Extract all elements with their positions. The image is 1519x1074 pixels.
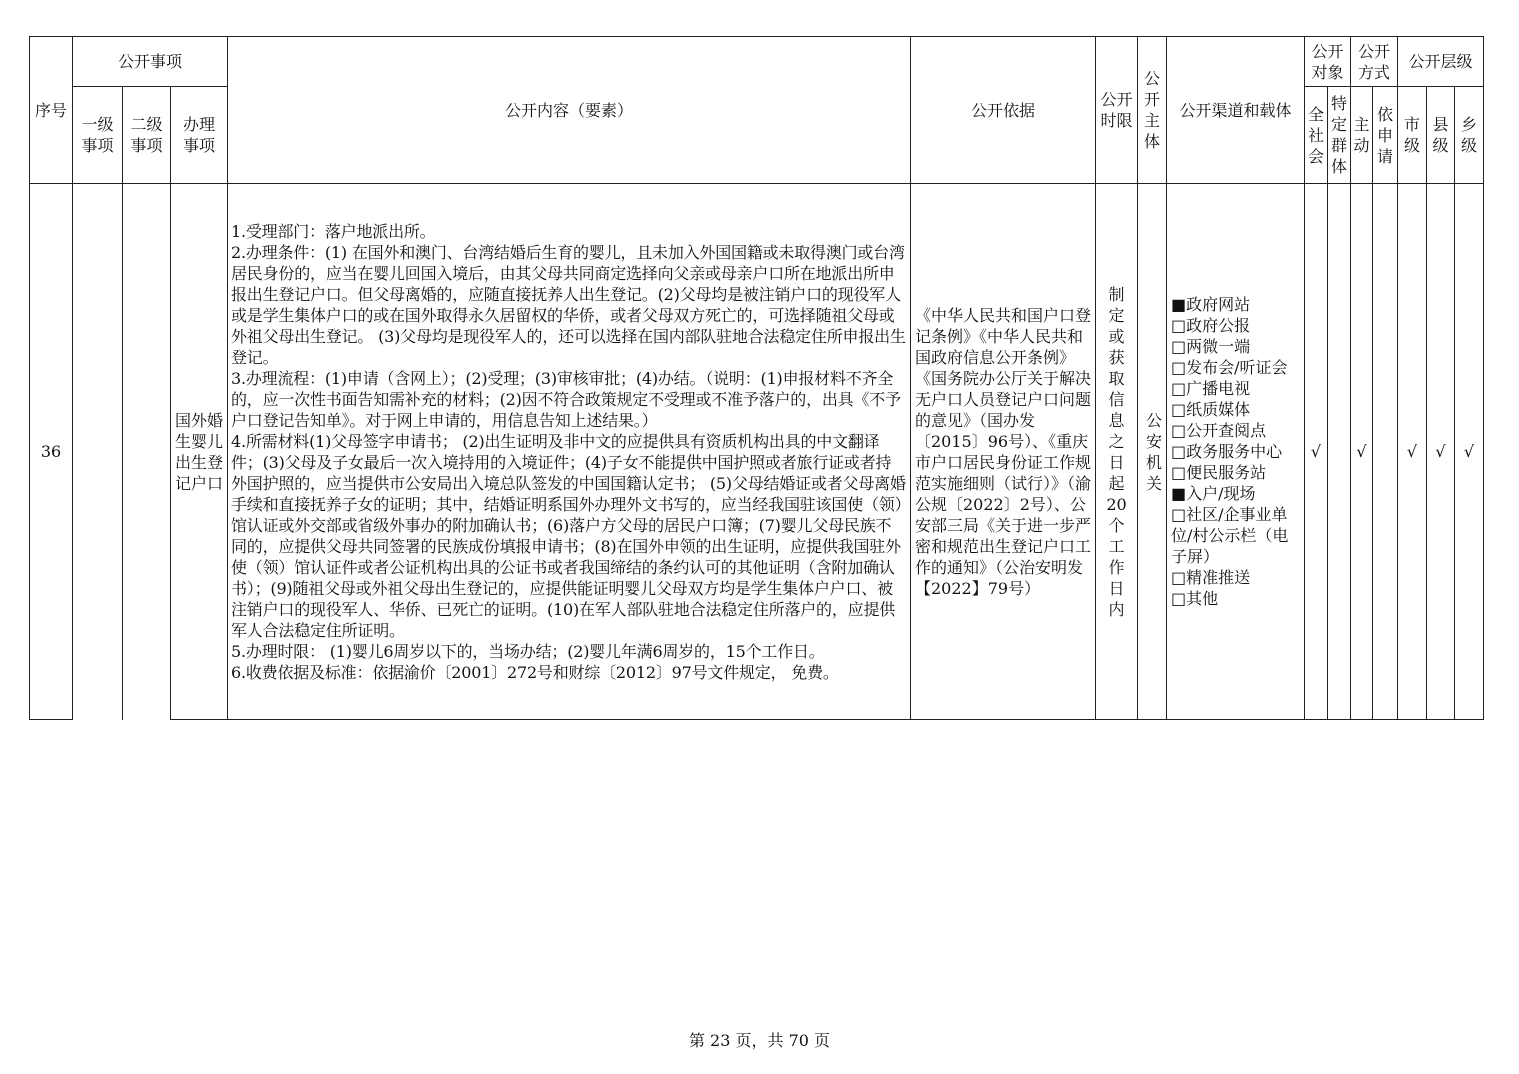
row-level-town: √ bbox=[1455, 184, 1484, 720]
row-level2 bbox=[123, 184, 171, 720]
header-level2: 二级 事项 bbox=[123, 87, 171, 184]
header-target-all: 全 社 会 bbox=[1305, 87, 1328, 184]
channel-item: □便民服务站 bbox=[1171, 463, 1267, 482]
header-content: 公开内容（要素） bbox=[228, 37, 911, 184]
row-handle: 国外婚生婴儿出生登记户口 bbox=[171, 184, 228, 720]
channel-item: □社区/企事业单位/村公示栏（电子屏） bbox=[1171, 505, 1289, 566]
channel-item: □精准推送 bbox=[1171, 568, 1251, 587]
header-subject: 公 开 主 体 bbox=[1138, 37, 1167, 184]
content-item: 1.受理部门：落户地派出所。 bbox=[231, 221, 436, 241]
channel-item: □发布会/听证会 bbox=[1171, 358, 1288, 377]
channel-item: □广播电视 bbox=[1171, 379, 1251, 398]
row-basis: 《中华人民共和国户口登记条例》《中华人民共和国政府信息公开条例》《国务院办公厅关于解决无户口人员登记户口问题的意见》（国办发〔2015〕96号）、《重庆市户口居民身份证工作规范实施细则（试行）》（渝公规〔2022〕2号）、公安部三局《关于进一步严密和规范出生登记户口工作的通知》（公治安明发【2022】79号） bbox=[911, 184, 1096, 720]
content-item: 2.办理条件：(1) 在国外和澳门、台湾结婚后生育的婴儿，且未加入外国国籍或未取得澳门或台湾居民身份的，应当在婴儿回国入境后，由其父母共同商定选择向父亲或母亲户口所在地派出所申报出生登记户口。但父母离婚的，应随直接抚养人出生登记。(2)父母均是被注销户口的现役军人或是学生集体户口的或在国外取得永久居留权的华侨，或者父母双方死亡的，可选择随祖父母或外祖父母出生登记。 (3)父母均是现役军人的，还可以选择在国内部队驻地合法稳定住所申报出生登记。 bbox=[231, 242, 906, 367]
disclosure-table bbox=[29, 36, 1484, 720]
channel-item: □纸质媒体 bbox=[1171, 400, 1251, 419]
header-level-city: 市 级 bbox=[1398, 87, 1427, 184]
row-target-specific bbox=[1328, 184, 1351, 720]
row-level1 bbox=[73, 184, 123, 720]
row-method-active: √ bbox=[1351, 184, 1373, 720]
channel-item: □公开查阅点 bbox=[1171, 421, 1267, 440]
channel-item: □其他 bbox=[1171, 589, 1219, 608]
row-level-county: √ bbox=[1427, 184, 1455, 720]
row-method-request bbox=[1373, 184, 1398, 720]
header-method-request: 依 申 请 bbox=[1373, 87, 1398, 184]
table-row bbox=[30, 184, 1484, 720]
header-level-county: 县 级 bbox=[1427, 87, 1455, 184]
row-level-city: √ bbox=[1398, 184, 1427, 720]
header-time-limit: 公开 时限 bbox=[1096, 37, 1138, 184]
header-target-specific: 特 定 群 体 bbox=[1328, 87, 1351, 184]
row-content bbox=[228, 184, 911, 720]
header-level-town: 乡 级 bbox=[1455, 87, 1484, 184]
content-item: 6.收费依据及标准：依据渝价〔2001〕272号和财综〔2012〕97号文件规定， 免费。 bbox=[231, 662, 839, 682]
content-item: 3.办理流程：(1)申请（含网上）；(2)受理；(3)审核审批；(4)办结。（说明：(1)申报材料不齐全的，应一次性书面告知需补充的材料；(2)因不符合政策规定不受理或不准予落户的，出具《不予户口登记告知单》。对于网上申请的，用信息告知上述结果。） bbox=[231, 368, 901, 430]
row-seq: 36 bbox=[30, 184, 73, 720]
content-item: 5.办理时限： (1)婴儿6周岁以下的，当场办结；(2)婴儿年满6周岁的，15个工作日。 bbox=[231, 641, 825, 661]
row-subject: 公安机关 bbox=[1138, 184, 1167, 720]
channel-item: ■政府网站 bbox=[1171, 295, 1251, 314]
channel-item: □政务服务中心 bbox=[1171, 442, 1283, 461]
page-footer: 第 23 页，共 70 页 bbox=[688, 1031, 831, 1050]
header-level: 公开层级 bbox=[1398, 37, 1484, 87]
row-target-all: √ bbox=[1305, 184, 1328, 720]
header-public-items: 公开事项 bbox=[73, 37, 228, 87]
row-channels bbox=[1167, 184, 1305, 720]
header-method: 公开 方式 bbox=[1351, 37, 1398, 87]
channel-item: ■入户/现场 bbox=[1171, 484, 1256, 503]
channel-item: □政府公报 bbox=[1171, 316, 1251, 335]
content-item: 4.所需材料(1)父母签字申请书； (2)出生证明及非中文的应提供具有资质机构出具的中文翻译件；(3)父母及子女最后一次入境持用的入境证件；(4)子女不能提供中国护照或者旅行证或者持外国护照的，应当提供市公安局出入境总队签发的中国国籍认定书； (5)父母结婚证或者父母离婚手续和直接抚养子女的证明；其中，结婚证明系国外办理外文书写的，应当经我国驻该国使（领）馆认证或外交部或省级外事办的附加确认书；(6)落户方父母的居民户口簿；(7)婴儿父母民族不同的，应提供父母共同签署的民族成份填报申请书；(8)在国外申领的出生证明，应提供我国驻外使（领）馆认证件或者公证机构出具的公证书或者我国缔结的条约认可的其他证明（含附加确认书）；(9)随祖父母或外祖父母出生登记的，应提供能证明婴儿父母双方均是学生集体户户口、被注销户口的现役军人、华侨、已死亡的证明。(10)在军人部队驻地合法稳定住所落户的，应提供军人合法稳定住所证明。 bbox=[231, 431, 906, 640]
header-level1: 一级 事项 bbox=[73, 87, 123, 184]
channel-item: □两微一端 bbox=[1171, 337, 1251, 356]
header-channel: 公开渠道和载体 bbox=[1167, 37, 1305, 184]
header-method-active: 主 动 bbox=[1351, 87, 1373, 184]
header-seq: 序号 bbox=[30, 37, 73, 184]
header-target: 公开 对象 bbox=[1305, 37, 1351, 87]
row-time-limit: 制定或获取信息之日起20个工作日内 bbox=[1096, 184, 1138, 720]
header-basis: 公开依据 bbox=[911, 37, 1096, 184]
header-handle: 办理 事项 bbox=[171, 87, 228, 184]
